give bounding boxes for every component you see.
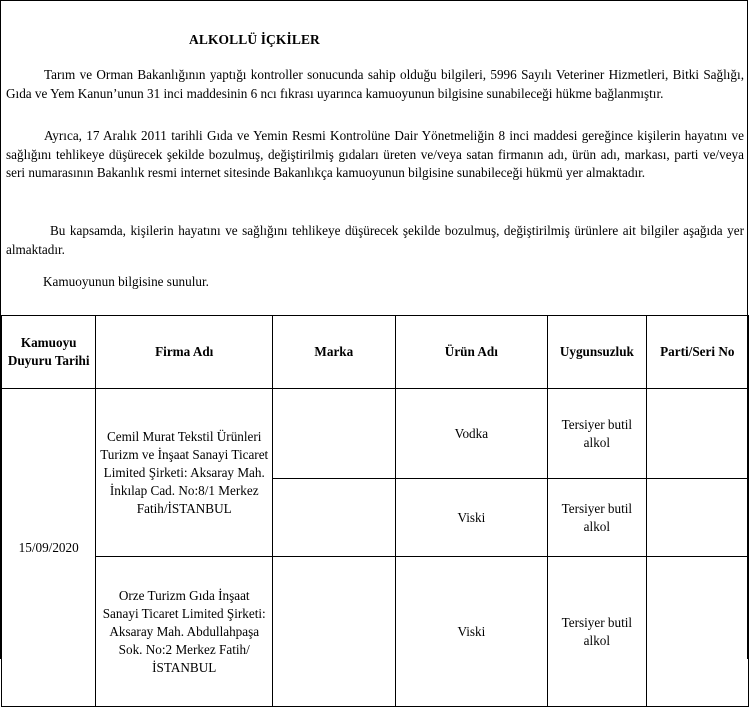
nonconformity-cell: Tersiyer butil alkol [548, 557, 646, 707]
header-date: Kamuoyu Duyuru Tarihi [2, 316, 96, 389]
header-brand: Marka [273, 316, 395, 389]
brand-cell [273, 557, 395, 707]
paragraph-announcement: Kamuoyunun bilgisine sunulur. [43, 274, 209, 289]
brand-cell [273, 479, 395, 557]
firm-name: Cemil Murat Tekstil Ürünleri Turizm ve İnşaat Sanayi Ticaret Limited Şirketi: Aksaray Mah. İnkılap Cad. No:8/1 Merkez Fatih/İSTANBUL [96, 389, 273, 557]
table-row [2, 557, 749, 707]
product-cell: Viski [395, 479, 548, 557]
header-firm: Firma Adı [96, 316, 273, 389]
lot-cell [646, 389, 748, 479]
product-cell: Viski [395, 557, 548, 707]
paragraph-scope: Bu kapsamda, kişilerin hayatını ve sağlığını tehlikeye düşürecek şekilde bozulmuş, değiştirilmiş ürünlere ait bilgiler aşağıda yer almaktadır. [6, 223, 744, 257]
header-lot: Parti/Seri No [646, 316, 748, 389]
products-table [1, 315, 749, 707]
firm-name: Orze Turizm Gıda İnşaat Sanayi Ticaret Limited Şirketi: Aksaray Mah. Abdullahpaşa Sok. No:2 Merkez Fatih/İSTANBUL [96, 557, 273, 707]
announcement-date: 15/09/2020 [2, 389, 96, 707]
nonconformity-cell: Tersiyer butil alkol [548, 389, 646, 479]
lot-cell [646, 479, 748, 557]
nonconformity-cell: Tersiyer butil alkol [548, 479, 646, 557]
header-product: Ürün Adı [395, 316, 548, 389]
table-header-row [2, 316, 749, 389]
brand-cell [273, 389, 395, 479]
product-cell: Vodka [395, 389, 548, 479]
lot-cell [646, 557, 748, 707]
header-nonconformity: Uygunsuzluk [548, 316, 646, 389]
paragraph-legal-basis: Tarım ve Orman Bakanlığının yaptığı kontroller sonucunda sahip olduğu bilgileri, 5996 Sayılı Veteriner Hizmetleri, Bitki Sağlığı, Gıda ve Yem Kanun’unun 31 inci maddesinin 6 ncı fıkrası uyarınca kamuoyunun bilgisine sunabileceği hükme bağlanmıştır. [6, 67, 744, 101]
paragraph-regulation: Ayrıca, 17 Aralık 2011 tarihli Gıda ve Yemin Resmi Kontrolüne Dair Yönetmeliğin 8 inci maddesi gereğince kişilerin hayatını ve sağlığını tehlikeye düşürecek şekilde bozulmuş, değiştirilmiş gıdaları üreten ve/veya satan firmanın adı, ürün adı, markası, parti ve/veya seri numarasının Bakanlık resmi internet sitesinde Bakanlıkça kamuoyunun bilgisine sunabileceği hükmü yer almaktadır. [6, 128, 744, 180]
document-title: ALKOLLÜ İÇKİLER [189, 32, 320, 47]
table-row [2, 389, 749, 479]
